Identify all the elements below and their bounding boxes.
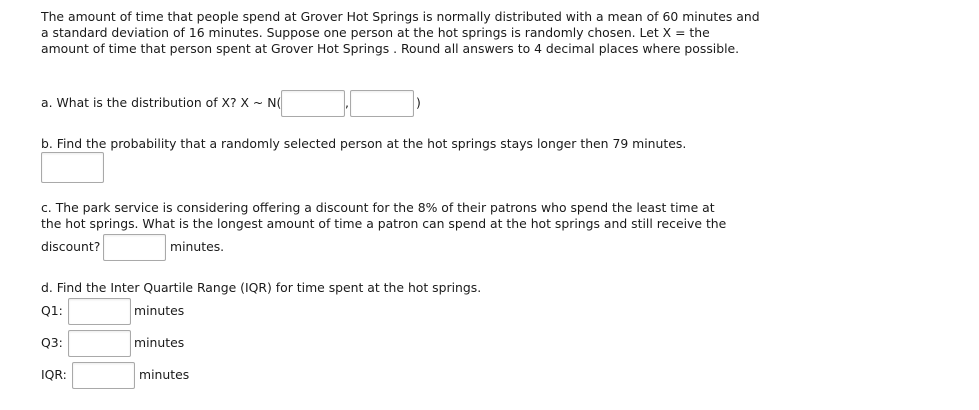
iqr-input[interactable] <box>72 362 135 389</box>
std-dev-input[interactable] <box>350 90 414 117</box>
part-c-line-2: the hot springs. What is the longest amount of time a patron can spend at the hot springs and still receive the <box>41 216 727 231</box>
part-a-prefix: a. What is the distribution of X? X ~ N( <box>41 95 282 110</box>
part-a-suffix: ) <box>416 95 421 110</box>
part-c-line-3: discount? <box>41 239 101 254</box>
part-b-question: b. Find the probability that a randomly selected person at the hot springs stays longer then 79 minutes. <box>41 136 687 151</box>
q1-unit: minutes <box>134 303 185 318</box>
discount-time-input[interactable] <box>103 234 166 261</box>
mean-input[interactable] <box>281 90 345 117</box>
problem-intro: The amount of time that people spend at Grover Hot Springs is normally distributed with a mean of 60 minutes and a standard deviation of 16 minutes. Suppose one person at the hot springs is randomly chosen. Let X = the amount of time that person spent at Grover Hot Springs . Round all answers to 4 decimal places where possible. <box>41 9 760 56</box>
part-c-unit: minutes. <box>170 239 225 254</box>
q1-label: Q1: <box>41 303 63 318</box>
q3-unit: minutes <box>134 335 185 350</box>
iqr-label: IQR: <box>41 367 67 382</box>
part-a-comma: , <box>345 95 349 110</box>
part-d-question: d. Find the Inter Quartile Range (IQR) for time spent at the hot springs. <box>41 280 482 295</box>
q3-input[interactable] <box>68 330 131 357</box>
iqr-unit: minutes <box>139 367 190 382</box>
q1-input[interactable] <box>68 298 131 325</box>
q3-label: Q3: <box>41 335 63 350</box>
probability-input[interactable] <box>41 152 104 183</box>
part-c-line-1: c. The park service is considering offering a discount for the 8% of their patrons who spend the least time at <box>41 200 715 215</box>
